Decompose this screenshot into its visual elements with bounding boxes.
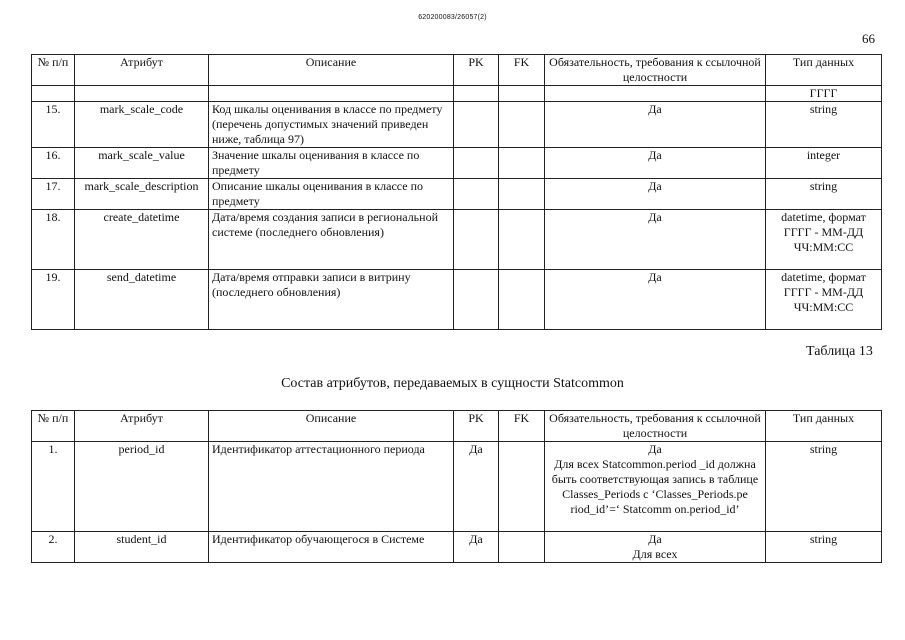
cell-num: 1.: [32, 442, 75, 532]
table-row: [32, 270, 882, 330]
col-header-pk: PK: [454, 411, 499, 442]
cell-required: Да: [545, 179, 766, 210]
cell-required: Да: [545, 210, 766, 270]
cell-num: 17.: [32, 179, 75, 210]
cell-fk: [499, 102, 545, 148]
cell-description: Описание шкалы оценивания в классе по предмету: [209, 179, 454, 210]
col-header-attribute: Атрибут: [75, 55, 209, 86]
required-value: Да: [648, 532, 662, 546]
cell-pk: [454, 102, 499, 148]
cell-description: Идентификатор аттестационного периода: [209, 442, 454, 532]
col-header-pk: PK: [454, 55, 499, 86]
cell-type: ГГГГ: [766, 86, 882, 102]
cell-pk: Да: [454, 532, 499, 563]
cell-required: [545, 442, 766, 532]
table-header-row: [32, 55, 882, 86]
table-row: [32, 442, 882, 532]
page-number: 66: [862, 31, 875, 46]
cell-description: Дата/время создания записи в региональной системе (последнего обновления): [209, 210, 454, 270]
cell-num: 2.: [32, 532, 75, 563]
cell-required: [545, 532, 766, 563]
table-label: Таблица 13: [806, 344, 873, 359]
cell-attribute: create_datetime: [75, 210, 209, 270]
table-row: [32, 210, 882, 270]
required-value: Да: [648, 442, 662, 456]
cell-fk: [499, 442, 545, 532]
table-caption: Состав атрибутов, передаваемых в сущности Statcommon: [281, 376, 624, 391]
col-header-type: Тип данных: [766, 411, 882, 442]
attributes-table-continued: [31, 54, 882, 330]
cell-pk: Да: [454, 442, 499, 532]
statcommon-attributes-table: [31, 410, 882, 563]
table-header-row: [32, 411, 882, 442]
col-header-description: Описание: [209, 55, 454, 86]
col-header-type: Тип данных: [766, 55, 882, 86]
cell-pk: [454, 270, 499, 330]
cell-fk: [499, 532, 545, 563]
cell-type: datetime, формат ГГГГ - ММ-ДД ЧЧ:ММ:СС: [766, 210, 882, 270]
cell-description: Код шкалы оценивания в классе по предмету (перечень допустимых значений приведен ниже, таблица 97): [209, 102, 454, 148]
cell-attribute: mark_scale_code: [75, 102, 209, 148]
cell-description: Идентификатор обучающегося в Системе: [209, 532, 454, 563]
document-id: 620200083/26057(2): [418, 14, 487, 21]
cell-type: string: [766, 102, 882, 148]
cell-attribute: mark_scale_description: [75, 179, 209, 210]
cell-required: Да: [545, 148, 766, 179]
table-row: [32, 532, 882, 563]
cell-fk: [499, 179, 545, 210]
cell-type: string: [766, 179, 882, 210]
col-header-fk: FK: [499, 411, 545, 442]
table-row: [32, 179, 882, 210]
required-note: Для всех: [632, 547, 678, 561]
col-header-description: Описание: [209, 411, 454, 442]
cell-pk: [454, 210, 499, 270]
cell-num: 16.: [32, 148, 75, 179]
col-header-required: Обязательность, требования к ссылочной целостности: [545, 55, 766, 86]
cell-description: Дата/время отправки записи в витрину (последнего обновления): [209, 270, 454, 330]
col-header-num: № п/п: [32, 411, 75, 442]
cell-fk: [499, 148, 545, 179]
cell-num: 15.: [32, 102, 75, 148]
cell-description: Значение шкалы оценивания в классе по предмету: [209, 148, 454, 179]
cell-num: 19.: [32, 270, 75, 330]
col-header-attribute: Атрибут: [75, 411, 209, 442]
table-row: [32, 148, 882, 179]
cell-type: datetime, формат ГГГГ - ММ-ДД ЧЧ:ММ:СС: [766, 270, 882, 330]
col-header-fk: FK: [499, 55, 545, 86]
cell-attribute: student_id: [75, 532, 209, 563]
cell-attribute: period_id: [75, 442, 209, 532]
required-note: Для всех Statcommon.period _id должна быть соответствующая запись в таблице Classes_Periods с ‘Classes_Periods.pe riod_id’=‘ Statcomm on.period_id’: [551, 457, 759, 516]
cell-type: integer: [766, 148, 882, 179]
cell-attribute: send_datetime: [75, 270, 209, 330]
table-row: [32, 102, 882, 148]
cell-type: string: [766, 532, 882, 563]
cell-fk: [499, 270, 545, 330]
cell-pk: [454, 179, 499, 210]
cell-attribute: mark_scale_value: [75, 148, 209, 179]
cell-fk: [499, 210, 545, 270]
col-header-required: Обязательность, требования к ссылочной целостности: [545, 411, 766, 442]
cell-pk: [454, 148, 499, 179]
cell-type: string: [766, 442, 882, 532]
table-row: [32, 86, 882, 102]
cell-required: Да: [545, 270, 766, 330]
cell-num: 18.: [32, 210, 75, 270]
cell-required: Да: [545, 102, 766, 148]
col-header-num: № п/п: [32, 55, 75, 86]
